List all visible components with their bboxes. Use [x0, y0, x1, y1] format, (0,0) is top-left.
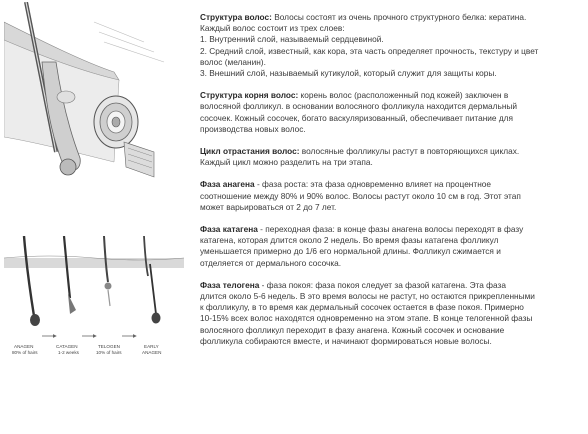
text-line: Каждый цикл можно разделить на три этапа. [200, 157, 373, 168]
text-line: Фаза анагена - фаза роста: эта фаза одновременно влияет на процентное [200, 179, 491, 190]
text-line: волосяной фолликул. в основании волосяного фолликула находится дермальный [200, 101, 518, 112]
text-line: 10-15% всех волос находятся одновременно на этом этапе. В конце телогенной фазы [200, 313, 533, 324]
hair-structure-illustration [4, 2, 194, 192]
text-line: 2. Средний слой, известный, как кора, эта часть определяет прочность, текстуру и цвет [200, 45, 539, 56]
text-line: волосяного фолликул переходит в фазу анагена. Кожный сосочек и основание [200, 324, 505, 335]
text-line: Фаза телогена - фаза покоя: фаза покоя следует за фазой катагена. Эта фаза [200, 279, 506, 290]
section-heading: Фаза телогена [200, 279, 260, 290]
text-line: 1. Внутренний слой, называемый сердцевиной. [200, 34, 384, 45]
text-line: Фаза катагена - переходная фаза: в конце фазы анагена волосы переходят в фазу [200, 224, 524, 235]
stage-label-sub: 80% of hairs [12, 350, 38, 355]
stage-label-sub: 10% of hairs [96, 350, 122, 355]
stage-label-title: TELOGEN [98, 344, 120, 349]
hair-cycle-illustration [4, 236, 194, 364]
text-line: соотношение между 80% и 90% волос. Волосы растут около 10 см в год. Этот этап [200, 190, 521, 201]
text-line: сосочек. Кожный сосочек, богато васкуляризованный, обеспечивает питание для [200, 112, 514, 123]
text-line: отделяется от дермального сосочка. [200, 257, 342, 268]
text-line: длится около 5-6 недель. В это время волосы не растут, но остаются прикрепленными [200, 291, 535, 302]
section-catagen [200, 224, 580, 269]
section-telogen [200, 280, 580, 347]
text-line: уменьшается примерно до 1/6 его нормальной длины. Фолликул сжимается и [200, 246, 501, 257]
stage-label-sub: ANAGEN [142, 350, 162, 355]
section-anagen [200, 179, 580, 213]
text-line: может варьироваться от 2 до 7 лет. [200, 201, 337, 212]
section-heading: Фаза анагена [200, 179, 255, 190]
article-text [200, 12, 580, 347]
section-heading: Цикл отрастания волос: [200, 146, 300, 157]
text-line: фолликула собираются вместе, и начинают формироваться новые волосы. [200, 335, 492, 346]
stage-label-title: EARLY [144, 344, 159, 349]
stage-label-title: CATAGEN [56, 344, 78, 349]
text-line: к фолликулу, в то время как дермальный сосочек остается в фазе покоя. Примерно [200, 302, 524, 313]
section-root-structure [200, 90, 580, 135]
text-line: 3. Внешний слой, называемый кутикулой, который служит для защиты коры. [200, 68, 497, 79]
text-line: Структура корня волос: корень волос (расположенный под кожей) заключен в [200, 90, 509, 101]
stage-label-title: ANAGEN [14, 344, 34, 349]
text-line: Структура волос: Волосы состоят из очень прочного структурного белка: кератина. [200, 12, 527, 22]
section-heading: Структура волос: [200, 12, 272, 22]
section-heading: Структура корня волос: [200, 90, 299, 101]
text-line: катагена, которая длится около 2 недель. Во время фазы катагена фолликул [200, 235, 499, 246]
text-line: волос (меланин). [200, 56, 266, 67]
section-heading: Фаза катагена [200, 224, 258, 235]
text-line: производства новых волос. [200, 123, 306, 134]
section-hair-structure [200, 12, 580, 79]
section-growth-cycle [200, 146, 580, 168]
text-line: Цикл отрастания волос: волосяные фолликулы растут в повторяющихся циклах. [200, 146, 520, 157]
text-line: Каждый волос состоит из трех слоев: [200, 23, 345, 34]
stage-label-sub: 1-2 weeks [58, 350, 79, 355]
